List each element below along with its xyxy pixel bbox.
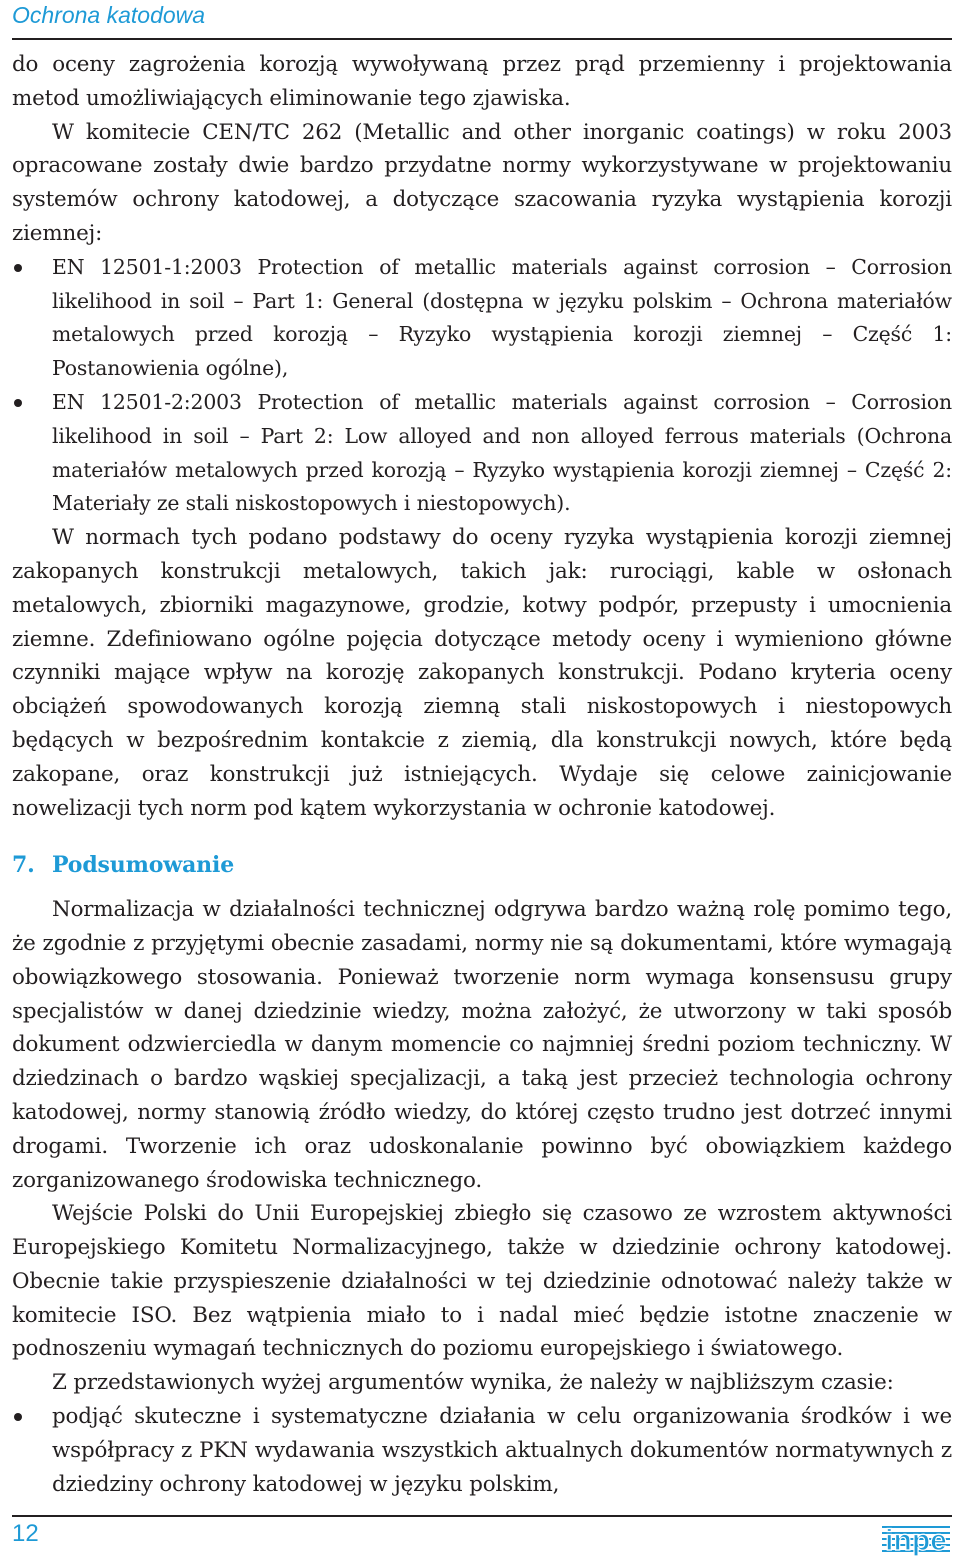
list-item-text: EN 12501-1:2003 Protection of metallic materials against corrosion – Corrosion likelihood in soil – Part 1: General (dostępna w języku polskim – Ochrona materiałów metalowych przed korozją – Ryzyko wystąpienia korozji ziemnej – Część 1: Postanowienia ogólne), bbox=[52, 254, 952, 381]
paragraph: do oceny zagrożenia korozją wywoływaną przez prąd przemienny i projektowania metod umożliwiających eliminowanie tego zjawiska. bbox=[12, 52, 952, 111]
actions-list bbox=[12, 1400, 952, 1501]
section-number: 7. bbox=[12, 852, 35, 879]
paragraph: Wejście Polski do Unii Europejskiej zbiegło się czasowo ze wzrostem aktywności Europejskiego Komitetu Normalizacyjnego, także w dziedzinie ochrony katodowej. Obecnie takie przyspieszenie działalności w tej dziedzinie odnotować należy także w komitecie ISO. Bez wątpienia miało to i nadal mieć będzie istotne znaczenie w podnoszeniu wymagań technicznych do poziomu europejskiego i światowego. bbox=[12, 1201, 952, 1362]
paragraph: W komitecie CEN/TC 262 (Metallic and other inorganic coatings) w roku 2003 opracowane zostały dwie bardzo przydatne normy wykorzystywane w projektowaniu systemów ochrony katodowej, a dotyczące szacowania ryzyka wystąpienia korozji ziemnej: bbox=[12, 119, 952, 246]
logo-text: inpe bbox=[885, 1524, 947, 1557]
inpe-logo bbox=[880, 1520, 952, 1558]
bullet-icon bbox=[14, 264, 22, 272]
paragraph: Normalizacja w działalności technicznej odgrywa bardzo ważną rolę pomimo tego, że zgodnie z przyjętymi obecnie zasadami, normy nie są dokumentami, które wymagają obowiązkowego stosowania. Ponieważ tworzenie norm wymaga konsensusu grupy specjalistów w danej dziedzinie wiedzy, można założyć, że utworzony w taki sposób dokument odzwierciedla w danym momencie co najmniej średni poziom techniczny. W dziedzinach o bardzo wąskiej specjalizacji, a taką jest przecież technologia ochrony katodowej, normy stanowią źródło wiedzy, do której często trudno jest dotrzeć innymi drogami. Tworzenie ich oraz udoskonalanie powinno być obowiązkiem każdego zorganizowanego środowiska technicznego. bbox=[12, 897, 952, 1193]
footer-rule bbox=[12, 1515, 952, 1517]
section-title: Podsumowanie bbox=[52, 852, 235, 879]
standards-list bbox=[12, 251, 952, 521]
section-heading bbox=[12, 849, 952, 883]
paragraph: Z przedstawionych wyżej argumentów wynika, że należy w najbliższym czasie: bbox=[52, 1370, 894, 1396]
list-item bbox=[52, 1400, 952, 1501]
list-item bbox=[52, 386, 952, 521]
list-item-text: EN 12501-2:2003 Protection of metallic materials against corrosion – Corrosion likelihood in soil – Part 2: Low alloyed and non alloyed ferrous materials (Ochrona materiałów metalowych przed korozją – Ryzyko wystąpienia korozji ziemnej – Część 2: Materiały ze stali niskostopowych i niestopowych). bbox=[52, 389, 952, 516]
header-rule bbox=[12, 38, 952, 40]
bullet-icon bbox=[14, 1413, 22, 1421]
article-body bbox=[12, 48, 952, 1501]
list-item bbox=[52, 251, 952, 386]
bullet-icon bbox=[14, 399, 22, 407]
running-header: Ochrona katodowa bbox=[12, 2, 206, 28]
page-number: 12 bbox=[12, 1520, 39, 1547]
list-item-text: podjąć skuteczne i systematyczne działania w celu organizowania środków i we współpracy z PKN wydawania wszystkich aktualnych dokumentów normatywnych z dziedziny ochrony katodowej w języku polskim, bbox=[52, 1404, 952, 1497]
paragraph: W normach tych podano podstawy do oceny ryzyka wystąpienia korozji ziemnej zakopanych konstrukcji metalowych, takich jak: rurociągi, kable w osłonach metalowych, zbiorniki magazynowe, grodzie, kotwy podpór, przepusty i umocnienia ziemne. Zdefiniowano ogólne pojęcia dotyczące metody oceny i wymieniono główne czynniki mające wpływ na korozję zakopanych konstrukcji. Podano kryteria oceny obciążeń spowodowanych korozją ziemną stali niskostopowych i niestopowych będących w bezpośrednim kontakcie z ziemią, dla konstrukcji nowych, które będą zakopane, oraz konstrukcji już istniejących. Wydaje się celowe zainicjowanie nowelizacji tych norm pod kątem wykorzystania w ochronie katodowej. bbox=[12, 525, 952, 821]
